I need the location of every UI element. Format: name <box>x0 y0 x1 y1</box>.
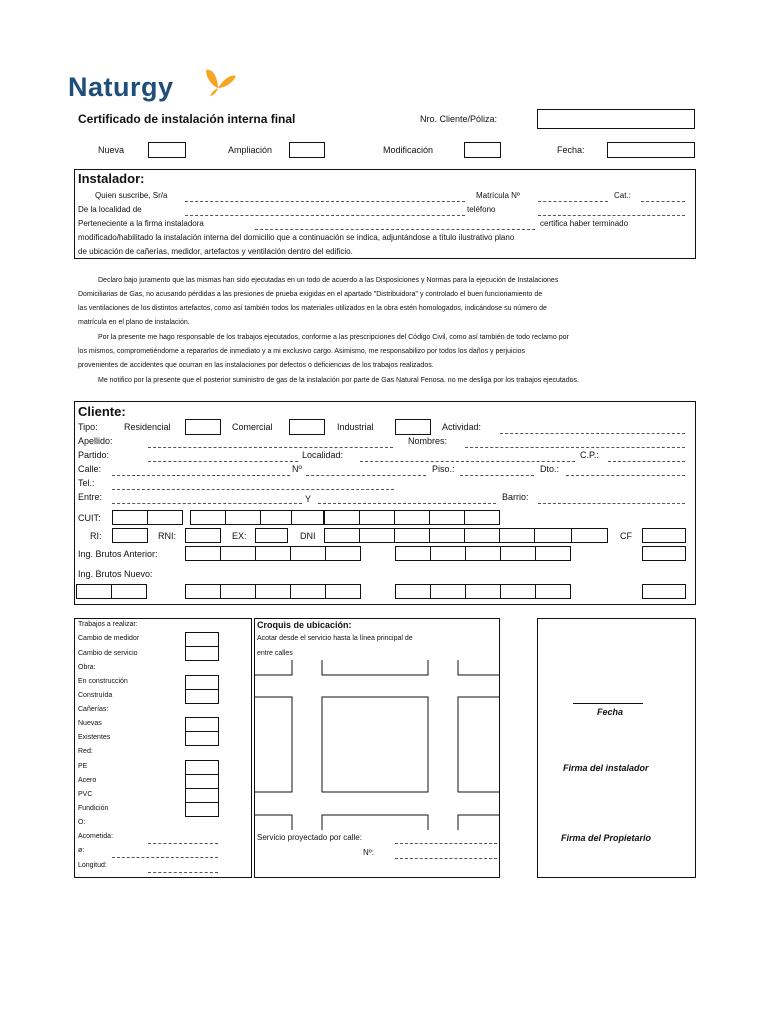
croquis-line1: Acotar desde el servicio hasta la línea principal de <box>257 635 413 642</box>
trabajos-item: Acometida: <box>78 833 114 840</box>
ib-nuevo-cell[interactable] <box>642 584 686 599</box>
instalador-title: Instalador: <box>78 171 145 186</box>
certifica-label: certifica haber terminado <box>540 219 629 228</box>
ib-anterior-cell[interactable] <box>395 546 431 561</box>
tel-label: Tel.: <box>78 478 95 488</box>
nro-field[interactable] <box>306 475 426 476</box>
croquis-title: Croquis de ubicación: <box>257 620 352 630</box>
declaracion-line: matrícula en el plano de instalación. <box>78 319 190 326</box>
declaracion-line: provenientes de accidentes que ocurran en las instalaciones por defectos o deficiencias de los trabajos realizados. <box>78 362 434 369</box>
apellido-label: Apellido: <box>78 436 113 446</box>
dni-cell[interactable] <box>534 528 572 543</box>
cf-label: CF <box>620 531 632 541</box>
entre-label: Entre: <box>78 492 103 502</box>
ib-anterior-cell[interactable] <box>430 546 466 561</box>
partido-label: Partido: <box>78 450 110 460</box>
dni-cell[interactable] <box>429 528 465 543</box>
trabajos-title: Trabajos a realizar: <box>78 621 138 628</box>
nueva-label: Nueva <box>98 145 125 155</box>
entre-field-1[interactable] <box>112 503 302 504</box>
y-label: Y <box>305 494 312 504</box>
ib-nuevo-cell[interactable] <box>76 584 112 599</box>
fundicion-checkbox[interactable] <box>185 802 219 817</box>
ib-anterior-cell[interactable] <box>325 546 361 561</box>
cuit-cell[interactable] <box>324 510 360 525</box>
cuit-cell[interactable] <box>291 510 324 525</box>
cp-label: C.P.: <box>580 450 599 460</box>
dto-field[interactable] <box>566 475 685 476</box>
industrial-label: Industrial <box>337 422 374 432</box>
declaracion-line: Domiciliarias de Gas, no acusando pérdidas a las presiones de prueba exigidas en el apartado "Distribuidora" y controlado el buen funcionamiento de <box>78 291 543 298</box>
piso-field[interactable] <box>460 475 534 476</box>
rni-label: RNI: <box>158 531 176 541</box>
industrial-checkbox[interactable] <box>395 419 431 435</box>
poliza-label: Nro. Cliente/Póliza: <box>420 114 498 124</box>
servicio-field[interactable] <box>395 843 497 844</box>
construida-checkbox[interactable] <box>185 689 219 704</box>
ib-nuevo-cell[interactable] <box>220 584 256 599</box>
servicio-nro-field[interactable] <box>395 858 497 859</box>
dni-cell[interactable] <box>464 528 500 543</box>
brand-logo-text: Naturgy <box>68 72 174 102</box>
ampliacion-label: Ampliación <box>228 145 273 155</box>
fecha-input[interactable] <box>607 142 695 158</box>
dni-cell[interactable] <box>571 528 608 543</box>
quien-field[interactable] <box>185 201 465 202</box>
servicio-nro-label: Nº: <box>363 848 374 857</box>
ex-label: EX: <box>232 531 247 541</box>
cuit-cell[interactable] <box>147 510 183 525</box>
entre-field-2[interactable] <box>318 503 496 504</box>
trabajos-item: Construída <box>78 692 113 699</box>
ib-anterior-cell[interactable] <box>255 546 291 561</box>
croquis-street-grid <box>254 660 500 830</box>
cuit-cell[interactable] <box>429 510 465 525</box>
dni-cell[interactable] <box>394 528 430 543</box>
diametro-field[interactable] <box>112 857 218 858</box>
modificacion-label: Modificación <box>383 145 434 155</box>
cuit-cell[interactable] <box>359 510 395 525</box>
telefono-label: teléfono <box>467 205 496 214</box>
trabajos-item: Existentes <box>78 734 111 741</box>
ib-anterior-cell[interactable] <box>465 546 501 561</box>
cp-field[interactable] <box>608 461 685 462</box>
ib-nuevo-cell[interactable] <box>430 584 466 599</box>
telefono-field[interactable] <box>538 215 685 216</box>
acometida-field[interactable] <box>148 843 218 844</box>
ri-checkbox[interactable] <box>112 528 148 543</box>
firma-instalador-label: Firma del instalador <box>563 763 649 773</box>
calle-field[interactable] <box>112 475 290 476</box>
fecha-firma-label: Fecha <box>597 707 624 717</box>
instalador-section <box>74 169 696 259</box>
ib-nuevo-cell[interactable] <box>465 584 501 599</box>
modificacion-checkbox[interactable] <box>464 142 501 158</box>
dto-label: Dto.: <box>540 464 560 474</box>
piso-label: Piso.: <box>432 464 455 474</box>
ib-nuevo-cell[interactable] <box>255 584 291 599</box>
ib-anterior-cell[interactable] <box>185 546 221 561</box>
ib-anterior-cell[interactable] <box>500 546 536 561</box>
ri-label: RI: <box>90 531 102 541</box>
firma-label: Perteneciente a la firma instaladora <box>78 219 204 228</box>
actividad-label: Actividad: <box>442 422 482 432</box>
cat-field[interactable] <box>641 201 685 202</box>
trabajos-item: En construcción <box>78 678 128 685</box>
declaracion-line: los mismos, comprometiéndome a repararlos de inmediato y a mi exclusivo cargo. Asimismo, me responsabilizo por todos los daños y perjuicios <box>78 348 526 355</box>
cuit-cell[interactable] <box>260 510 292 525</box>
trabajos-item: Nuevas <box>78 720 102 727</box>
trabajos-item: O: <box>78 819 86 826</box>
dni-cell[interactable] <box>324 528 360 543</box>
rni-checkbox[interactable] <box>185 528 221 543</box>
cambio-servicio-checkbox[interactable] <box>185 646 219 661</box>
localidad-label: Localidad: <box>302 450 344 460</box>
ib-nuevo-cell[interactable] <box>325 584 361 599</box>
trabajos-item: Red: <box>78 748 93 755</box>
ampliacion-checkbox[interactable] <box>289 142 325 158</box>
declaracion-line: Declaro bajo juramento que las mismas han sido ejecutadas en un todo de acuerdo a las Disposiciones y Normas para la ejecución de Instalaciones <box>98 277 559 284</box>
cat-label: Cat.: <box>614 191 631 200</box>
cuit-cell[interactable] <box>190 510 226 525</box>
comercial-checkbox[interactable] <box>289 419 325 435</box>
ib-nuevo-cell[interactable] <box>111 584 147 599</box>
trabajos-item: Acero <box>78 777 97 784</box>
ib-nuevo-cell[interactable] <box>185 584 221 599</box>
ib-nuevo-cell[interactable] <box>535 584 571 599</box>
actividad-field[interactable] <box>500 433 685 434</box>
ib-anterior-cell[interactable] <box>220 546 256 561</box>
poliza-input[interactable] <box>537 109 695 129</box>
comercial-label: Comercial <box>232 422 273 432</box>
ib-nuevo-cell[interactable] <box>500 584 536 599</box>
declaracion-line: Me notifico por la presente que el posterior suministro de gas de la instalación por parte de Gas Natural Fenosa. no me desliga por los trabajos ejecutados. <box>98 377 579 384</box>
trabajos-item: PE <box>78 763 88 770</box>
tipo-label: Tipo: <box>78 422 98 432</box>
trabajos-item: Cambio de servicio <box>78 650 138 657</box>
croquis-line2: entre calles <box>257 650 293 657</box>
trabajos-item: Longitud: <box>78 862 107 869</box>
trabajos-item: Cambio de medidor <box>78 635 140 642</box>
ib-anterior-label: Ing. Brutos Anterior: <box>78 549 158 559</box>
matricula-label: Matrícula Nº <box>476 191 520 200</box>
localidad-field[interactable] <box>360 461 575 462</box>
pe-checkbox[interactable] <box>185 760 219 775</box>
firma-propietario-label: Firma del Propietario <box>561 833 652 843</box>
ib-anterior-cell[interactable] <box>642 546 686 561</box>
barrio-label: Barrio: <box>502 492 529 502</box>
en-construccion-checkbox[interactable] <box>185 675 219 690</box>
trabajos-item: Obra: <box>78 664 96 671</box>
cambio-medidor-checkbox[interactable] <box>185 632 219 647</box>
trabajos-item: Cañerías: <box>78 706 109 713</box>
ib-anterior-cell[interactable] <box>535 546 571 561</box>
ib-nuevo-cell[interactable] <box>290 584 326 599</box>
nro-label: Nº <box>292 464 302 474</box>
page-title: Certificado de instalación interna final <box>78 112 296 126</box>
butterfly-logo-icon <box>202 66 238 102</box>
cuit-cell[interactable] <box>464 510 500 525</box>
localidad-label: De la localidad de <box>78 205 142 214</box>
apellido-field[interactable] <box>148 447 393 448</box>
residencial-checkbox[interactable] <box>185 419 221 435</box>
cf-checkbox[interactable] <box>642 528 686 543</box>
quien-label: Quien suscribe, Sr/a <box>95 191 168 200</box>
fecha-label: Fecha: <box>557 145 585 155</box>
ib-anterior-cell[interactable] <box>290 546 326 561</box>
tel-field[interactable] <box>112 489 394 490</box>
matricula-field[interactable] <box>538 201 608 202</box>
barrio-field[interactable] <box>538 503 685 504</box>
instalador-line1: modificado/habilitado la instalación interna del domicilio que a continuación se indica, adjuntándose a título ilustrativo plano <box>78 233 515 242</box>
cuit-cell[interactable] <box>112 510 148 525</box>
acero-checkbox[interactable] <box>185 774 219 789</box>
trabajos-item: Fundición <box>78 805 109 812</box>
firma-field[interactable] <box>255 229 535 230</box>
existentes-checkbox[interactable] <box>185 731 219 746</box>
partido-field[interactable] <box>148 461 298 462</box>
ib-nuevo-cell[interactable] <box>395 584 431 599</box>
ib-nuevo-label: Ing. Brutos Nuevo: <box>78 569 153 579</box>
calle-label: Calle: <box>78 464 102 474</box>
cuit-label: CUIT: <box>78 513 101 523</box>
dni-cell[interactable] <box>499 528 535 543</box>
dni-label: DNI <box>300 531 316 541</box>
instalador-line2: de ubicación de cañerías, medidor, artefactos y ventilación dentro del edificio. <box>78 247 353 256</box>
declaracion-line: las ventilaciones de los distintos artefactos, como así también todos los materiales utilizados en la obra estén homologados, indicándose su número de <box>78 305 547 312</box>
nombres-label: Nombres: <box>408 436 448 446</box>
fecha-line <box>573 703 643 704</box>
trabajos-item: PVC <box>78 791 93 798</box>
trabajos-item: ø: <box>78 847 85 854</box>
cuit-cell[interactable] <box>225 510 261 525</box>
nuevas-checkbox[interactable] <box>185 717 219 732</box>
cuit-cell[interactable] <box>394 510 430 525</box>
ex-checkbox[interactable] <box>255 528 288 543</box>
localidad-field[interactable] <box>185 215 465 216</box>
nueva-checkbox[interactable] <box>148 142 186 158</box>
longitud-field[interactable] <box>148 872 218 873</box>
declaracion-line: Por la presente me hago responsable de los trabajos ejecutados, conforme a las prescripciones del Código Civil, como así también de todo reclamo por <box>98 334 569 341</box>
residencial-label: Residencial <box>124 422 171 432</box>
pvc-checkbox[interactable] <box>185 788 219 803</box>
cliente-title: Cliente: <box>78 404 126 419</box>
dni-cell[interactable] <box>359 528 395 543</box>
servicio-label: Servicio proyectado por calle: <box>257 833 362 842</box>
nombres-field[interactable] <box>465 447 685 448</box>
